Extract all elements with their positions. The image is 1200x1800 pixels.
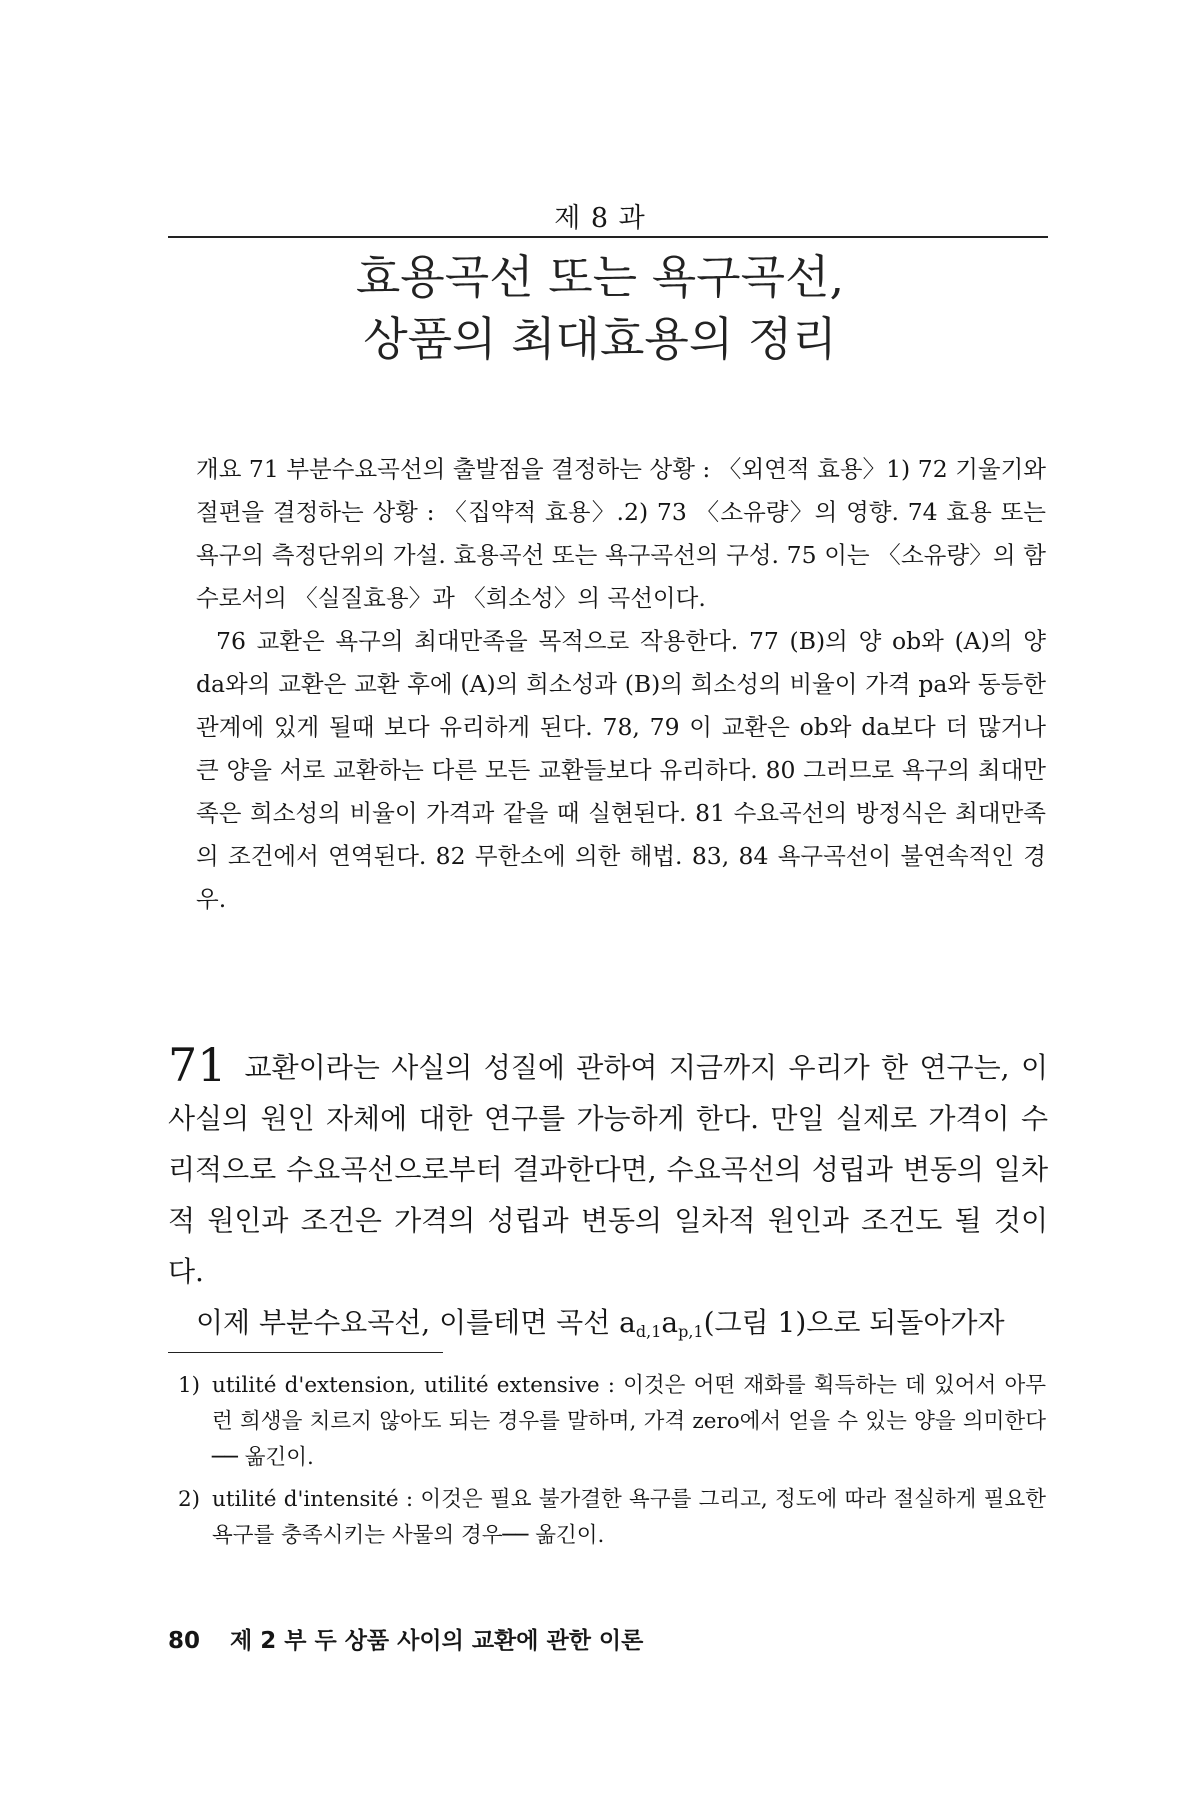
footnote-2 bbox=[178, 1482, 1046, 1554]
body-text bbox=[168, 1040, 1048, 1357]
footnote-rule bbox=[168, 1352, 443, 1353]
footnote-text: utilité d'extension, utilité extensive : 이것은 어떤 재화를 획득하는 데 있어서 아무런 희생을 치르지 않아도 되는 경우를 말하며, 가격 zero에서 얻을 수 있는 양을 의미한다── 옮긴이. bbox=[212, 1373, 1046, 1470]
chapter-title-line-2: 상품의 최대효용의 정리 bbox=[363, 312, 837, 366]
chapter-label: 제 8 과 bbox=[554, 203, 646, 234]
chapter-title-line-1: 효용곡선 또는 욕구곡선, bbox=[355, 250, 845, 304]
chapter-abstract bbox=[196, 448, 1046, 921]
running-footer bbox=[168, 1622, 643, 1655]
body-paragraph-2 bbox=[168, 1297, 1048, 1357]
footnote-number: 2) bbox=[178, 1487, 201, 1512]
abstract-paragraph-2: 76 교환은 욕구의 최대만족을 목적으로 작용한다. 77 (B)의 양 ob와 (A)의 양 da와의 교환은 교환 후에 (A)의 희소성과 (B)의 희소성의 비율이 가격 pa와 동등한 관계에 있게 될때 보다 유리하게 된다. 78, 79 이 교환은 ob와 da보다 더 많거나 큰 양을 서로 교환하는 다른 모든 교환들보다 유리하다. 80 그러므로 욕구의 최대만족은 희소성의 비율이 가격과 같을 때 실현된다. 81 수요곡선의 방정식은 최대만족의 조건에서 연역된다. 82 무한소에 의한 해법. 83, 84 욕구곡선이 불연속적인 경우. bbox=[196, 627, 1046, 913]
body-paragraph-1-text: 교환이라는 사실의 성질에 관하여 지금까지 우리가 한 연구는, 이 사실의 원인 자체에 대한 연구를 가능하게 한다. 만일 실제로 가격이 수리적으로 수요곡선으로부터 결과한다면, 수요곡선의 성립과 변동의 일차적 원인과 조건은 가격의 성립과 변동의 일차적 원인과 조건도 될 것이다. bbox=[168, 1051, 1048, 1288]
footnote-1 bbox=[178, 1368, 1046, 1476]
subscript-d1: d,1 bbox=[635, 1322, 662, 1341]
body-paragraph-1 bbox=[168, 1040, 1048, 1297]
chapter-rule bbox=[168, 236, 1048, 238]
chapter-title bbox=[0, 246, 1200, 370]
abstract-paragraph-1: 개요 71 부분수요곡선의 출발점을 결정하는 상황 : 〈외연적 효용〉1) 72 기울기와 절편을 결정하는 상황 : 〈집약적 효용〉.2) 73 〈소유량〉의 영향. 74 효용 또는 욕구의 측정단위의 가설. 효용곡선 또는 욕구곡선의 구성. 75 이는 〈소유량〉의 함수로서의 〈실질효용〉과 〈희소성〉의 곡선이다. bbox=[196, 455, 1046, 612]
subscript-p1: p,1 bbox=[678, 1322, 704, 1341]
section-number: 71 bbox=[168, 1038, 227, 1092]
body-paragraph-2-mid: a bbox=[661, 1306, 679, 1339]
footnote-number: 1) bbox=[178, 1373, 201, 1398]
running-title: 제 2 부 두 상품 사이의 교환에 관한 이론 bbox=[230, 1628, 644, 1654]
body-paragraph-2-start: 이제 부분수요곡선, 이를테면 곡선 a bbox=[196, 1306, 636, 1339]
page-number: 80 bbox=[168, 1628, 201, 1654]
footnotes bbox=[178, 1368, 1046, 1560]
footnote-text: utilité d'intensité : 이것은 필요 불가결한 욕구를 그리고, 정도에 따라 절실하게 필요한 욕구를 충족시키는 사물의 경우── 옮긴이. bbox=[212, 1487, 1046, 1548]
body-paragraph-2-end: (그림 1)으로 되돌아가자 bbox=[703, 1306, 1005, 1339]
